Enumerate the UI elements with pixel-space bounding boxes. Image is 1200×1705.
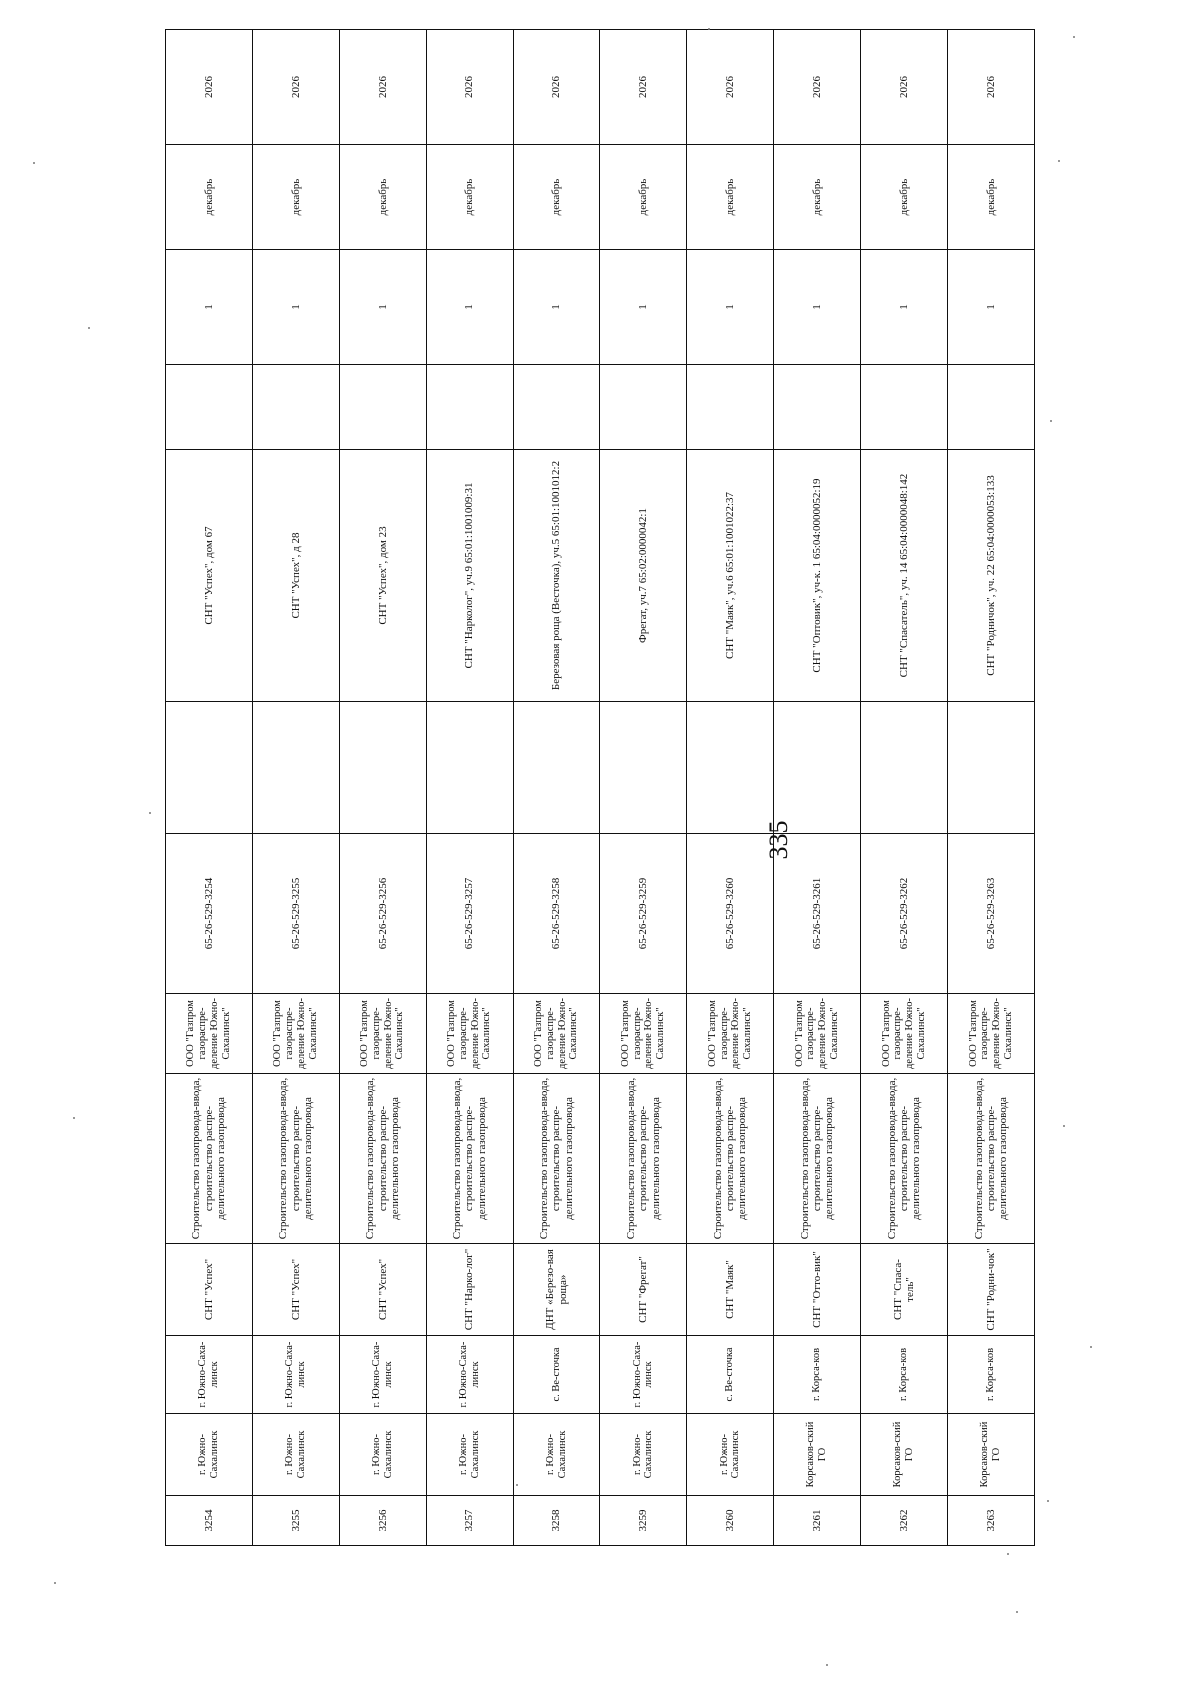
scan-speck (54, 1582, 56, 1584)
gasification-table (165, 29, 1035, 1546)
work-type-cell: Строительство газопровода-ввода, строительство распре-делительного газопровода (339, 1074, 426, 1244)
district-cell: г. Южно-Сахалинск (166, 1414, 253, 1496)
table-row (426, 30, 513, 1546)
month-cell: декабрь (948, 145, 1035, 250)
year-cell: 2026 (861, 30, 948, 145)
month-cell: декабрь (687, 145, 774, 250)
empty-cell (252, 365, 339, 450)
empty-cell (861, 365, 948, 450)
row-number: 3255 (252, 1496, 339, 1546)
object-cell: СНТ "Родни-чок" (948, 1244, 1035, 1336)
object-cell: СНТ "Успех" (252, 1244, 339, 1336)
scan-speck (1063, 1125, 1065, 1127)
row-number: 3258 (513, 1496, 600, 1546)
year-cell: 2026 (948, 30, 1035, 145)
code-cell: 65-26-529-3259 (600, 834, 687, 994)
object-cell: СНТ "Фрегат" (600, 1244, 687, 1336)
row-number: 3254 (166, 1496, 253, 1546)
object-cell: СНТ "Отто-вик" (774, 1244, 861, 1336)
scan-speck (33, 162, 35, 164)
district-cell: г. Южно-Сахалинск (687, 1414, 774, 1496)
month-cell: декабрь (513, 145, 600, 250)
empty-cell (948, 365, 1035, 450)
month-cell: декабрь (861, 145, 948, 250)
code-cell: 65-26-529-3258 (513, 834, 600, 994)
code-cell: 65-26-529-3255 (252, 834, 339, 994)
address-cell: Березовая роща (Весточка), уч.5 65:01:1001012:2 (513, 450, 600, 702)
row-number: 3257 (426, 1496, 513, 1546)
row-number: 3263 (948, 1496, 1035, 1546)
quantity-cell: 1 (513, 250, 600, 365)
locality-cell: г. Южно-Саха-линск (166, 1336, 253, 1414)
object-cell: СНТ "Нарко-лог" (426, 1244, 513, 1336)
work-type-cell: Строительство газопровода-ввода, строительство распре-делительного газопровода (774, 1074, 861, 1244)
organization-cell: ООО "Газпром газораспре-деление Южно-Сахалинск" (339, 994, 426, 1074)
year-cell: 2026 (774, 30, 861, 145)
empty-cell (861, 702, 948, 834)
empty-cell (339, 365, 426, 450)
document-table-container (165, 76, 1035, 1546)
empty-cell (426, 702, 513, 834)
empty-cell (948, 702, 1035, 834)
row-number: 3262 (861, 1496, 948, 1546)
organization-cell: ООО "Газпром газораспре-деление Южно-Сахалинск" (513, 994, 600, 1074)
locality-cell: г. Южно-Саха-линск (600, 1336, 687, 1414)
table-row (166, 30, 253, 1546)
organization-cell: ООО "Газпром газораспре-деление Южно-Сахалинск" (687, 994, 774, 1074)
work-type-cell: Строительство газопровода-ввода, строительство распре-делительного газопровода (426, 1074, 513, 1244)
quantity-cell: 1 (166, 250, 253, 365)
quantity-cell: 1 (600, 250, 687, 365)
scan-speck (1007, 1553, 1009, 1555)
address-cell: СНТ "Спасатель", уч. 14 65:04:0000048:142 (861, 450, 948, 702)
district-cell: г. Южно-Сахалинск (339, 1414, 426, 1496)
object-cell: СНТ "Спаса-тель" (861, 1244, 948, 1336)
organization-cell: ООО "Газпром газораспре-деление Южно-Сахалинск" (166, 994, 253, 1074)
code-cell: 65-26-529-3256 (339, 834, 426, 994)
scan-speck (73, 1117, 75, 1119)
year-cell: 2026 (513, 30, 600, 145)
scan-speck (1047, 1500, 1049, 1502)
year-cell: 2026 (166, 30, 253, 145)
table-row (252, 30, 339, 1546)
scan-speck (826, 1664, 828, 1666)
empty-cell (426, 365, 513, 450)
quantity-cell: 1 (252, 250, 339, 365)
object-cell: СНТ "Маяк" (687, 1244, 774, 1336)
year-cell: 2026 (687, 30, 774, 145)
year-cell: 2026 (339, 30, 426, 145)
organization-cell: ООО "Газпром газораспре-деление Южно-Сахалинск" (774, 994, 861, 1074)
table-row (774, 30, 861, 1546)
work-type-cell: Строительство газопровода-ввода, строительство распре-делительного газопровода (252, 1074, 339, 1244)
quantity-cell: 1 (339, 250, 426, 365)
code-cell: 65-26-529-3262 (861, 834, 948, 994)
organization-cell: ООО "Газпром газораспре-деление Южно-Сахалинск" (252, 994, 339, 1074)
work-type-cell: Строительство газопровода-ввода, строительство распре-делительного газопровода (166, 1074, 253, 1244)
empty-cell (687, 702, 774, 834)
district-cell: г. Южно-Сахалинск (513, 1414, 600, 1496)
quantity-cell: 1 (861, 250, 948, 365)
district-cell: г. Южно-Сахалинск (252, 1414, 339, 1496)
organization-cell: ООО "Газпром газораспре-деление Южно-Сахалинск" (426, 994, 513, 1074)
table-row (687, 30, 774, 1546)
address-cell: СНТ "Маяк", уч.6 65:01:1001022:37 (687, 450, 774, 702)
row-number: 3260 (687, 1496, 774, 1546)
year-cell: 2026 (426, 30, 513, 145)
code-cell: 65-26-529-3257 (426, 834, 513, 994)
scan-speck (1050, 420, 1052, 422)
scan-speck (1016, 1611, 1018, 1613)
month-cell: декабрь (774, 145, 861, 250)
scan-speck (88, 327, 90, 329)
code-cell: 65-26-529-3261 (774, 834, 861, 994)
address-cell: СНТ "Нарколог", уч.9 65:01:1001009:31 (426, 450, 513, 702)
organization-cell: ООО "Газпром газораспре-деление Южно-Сахалинск" (861, 994, 948, 1074)
address-cell: СНТ "Оптовик", уч-к. 1 65:04:0000052:19 (774, 450, 861, 702)
scan-speck (708, 28, 710, 30)
locality-cell: г. Корса-ков (774, 1336, 861, 1414)
address-cell: Фрегат, уч.7 65:02:0000042:1 (600, 450, 687, 702)
organization-cell: ООО "Газпром газораспре-деление Южно-Сахалинск" (600, 994, 687, 1074)
empty-cell (252, 702, 339, 834)
row-number: 3256 (339, 1496, 426, 1546)
district-cell: Корсаков-ский ГО (774, 1414, 861, 1496)
code-cell: 65-26-529-3263 (948, 834, 1035, 994)
district-cell: Корсаков-ский ГО (861, 1414, 948, 1496)
quantity-cell: 1 (426, 250, 513, 365)
scan-speck (1073, 36, 1075, 38)
work-type-cell: Строительство газопровода-ввода, строительство распре-делительного газопровода (687, 1074, 774, 1244)
page-number: 335 (764, 820, 793, 860)
work-type-cell: Строительство газопровода-ввода, строительство распре-делительного газопровода (513, 1074, 600, 1244)
year-cell: 2026 (600, 30, 687, 145)
empty-cell (600, 365, 687, 450)
month-cell: декабрь (252, 145, 339, 250)
district-cell: г. Южно-Сахалинск (426, 1414, 513, 1496)
code-cell: 65-26-529-3260 (687, 834, 774, 994)
month-cell: декабрь (339, 145, 426, 250)
empty-cell (600, 702, 687, 834)
locality-cell: г. Южно-Саха-линск (426, 1336, 513, 1414)
object-cell: СНТ "Успех" (166, 1244, 253, 1336)
month-cell: декабрь (600, 145, 687, 250)
district-cell: г. Южно-Сахалинск (600, 1414, 687, 1496)
work-type-cell: Строительство газопровода-ввода, строительство распре-делительного газопровода (948, 1074, 1035, 1244)
work-type-cell: Строительство газопровода-ввода, строительство распре-делительного газопровода (600, 1074, 687, 1244)
district-cell: Корсаков-ский ГО (948, 1414, 1035, 1496)
empty-cell (339, 702, 426, 834)
scan-speck (1058, 160, 1060, 162)
quantity-cell: 1 (774, 250, 861, 365)
table-row (600, 30, 687, 1546)
empty-cell (513, 365, 600, 450)
empty-cell (774, 702, 861, 834)
scan-speck (516, 1484, 518, 1486)
locality-cell: с. Ве-сточка (687, 1336, 774, 1414)
table-row (513, 30, 600, 1546)
scan-speck (149, 812, 151, 814)
address-cell: СНТ "Успех", дом 23 (339, 450, 426, 702)
quantity-cell: 1 (948, 250, 1035, 365)
row-number: 3261 (774, 1496, 861, 1546)
table-row (861, 30, 948, 1546)
table-row (339, 30, 426, 1546)
table-row (948, 30, 1035, 1546)
empty-cell (166, 365, 253, 450)
empty-cell (687, 365, 774, 450)
locality-cell: г. Южно-Саха-линск (339, 1336, 426, 1414)
object-cell: СНТ "Успех" (339, 1244, 426, 1336)
empty-cell (166, 702, 253, 834)
address-cell: СНТ "Успех", д 28 (252, 450, 339, 702)
scan-speck (1090, 1346, 1092, 1348)
empty-cell (513, 702, 600, 834)
address-cell: СНТ "Родничок", уч. 22 65:04:0000053:133 (948, 450, 1035, 702)
object-cell: ДНТ «Березо-вая роща» (513, 1244, 600, 1336)
month-cell: декабрь (426, 145, 513, 250)
row-number: 3259 (600, 1496, 687, 1546)
locality-cell: г. Корса-ков (948, 1336, 1035, 1414)
locality-cell: с. Ве-сточка (513, 1336, 600, 1414)
quantity-cell: 1 (687, 250, 774, 365)
organization-cell: ООО "Газпром газораспре-деление Южно-Сахалинск" (948, 994, 1035, 1074)
year-cell: 2026 (252, 30, 339, 145)
locality-cell: г. Корса-ков (861, 1336, 948, 1414)
code-cell: 65-26-529-3254 (166, 834, 253, 994)
locality-cell: г. Южно-Саха-линск (252, 1336, 339, 1414)
work-type-cell: Строительство газопровода-ввода, строительство распре-делительного газопровода (861, 1074, 948, 1244)
empty-cell (774, 365, 861, 450)
address-cell: СНТ "Успех", дом 67 (166, 450, 253, 702)
month-cell: декабрь (166, 145, 253, 250)
